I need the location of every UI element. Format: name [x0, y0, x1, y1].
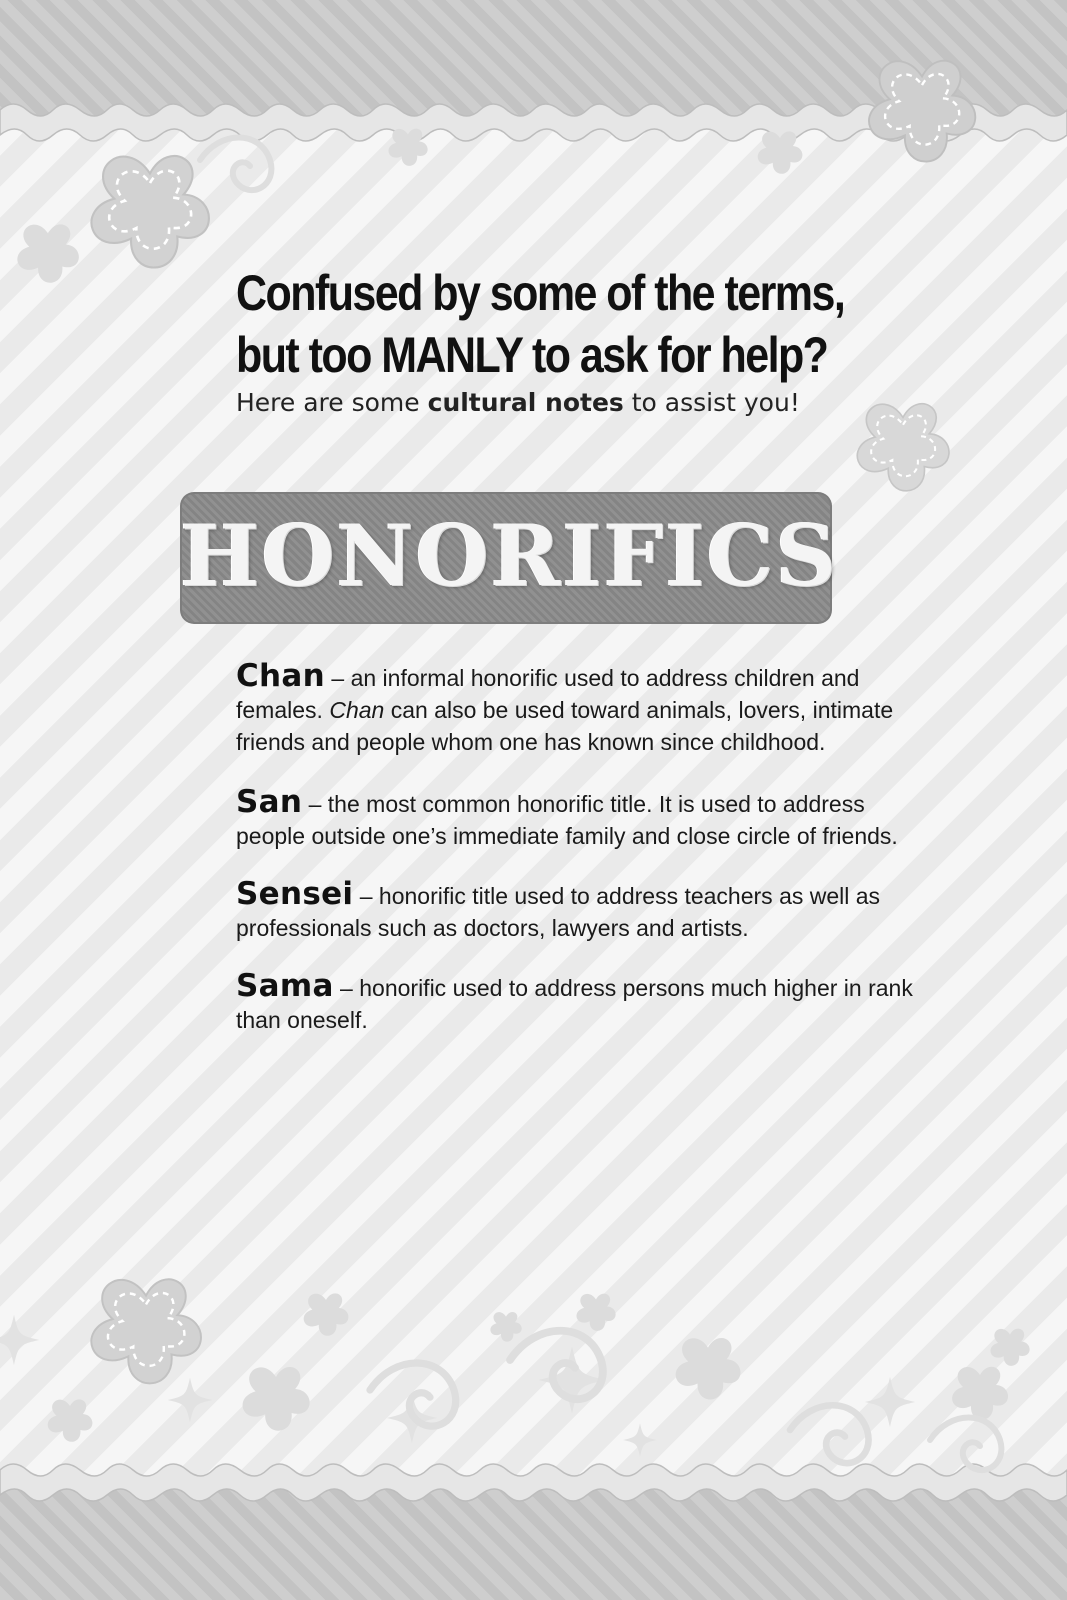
glossary-term: Sensei	[236, 876, 354, 912]
glossary-definition: – the most common honorific title. It is used to address people outside one’s immediate family and close circle of friends.	[236, 791, 898, 849]
page-subheadline	[236, 388, 800, 417]
glossary-entry-sensei	[236, 878, 916, 944]
subheadline-text-after: to assist you!	[623, 388, 800, 417]
glossary-definition-italic-term: Chan	[329, 697, 385, 723]
headline-line-2: but too MANLY to ask for help?	[236, 327, 828, 383]
glossary-entry-sama	[236, 970, 916, 1036]
honorifics-section-banner	[180, 492, 839, 624]
glossary-entry-san	[236, 786, 916, 852]
glossary-entry-chan	[236, 660, 916, 758]
glossary-term: Chan	[236, 658, 326, 694]
glossary-term: San	[236, 784, 303, 820]
section-banner-title: HONORIFICS	[180, 506, 839, 605]
glossary-definition: – honorific title used to address teachers as well as professionals such as doctors, lawyers and artists.	[236, 883, 881, 941]
subheadline-text-before: Here are some	[236, 388, 428, 417]
glossary-definition: can also be used toward animals, lovers, intimate friends and people whom one has known since childhood.	[236, 697, 894, 755]
page-headline	[236, 262, 845, 386]
glossary-definition: – honorific used to address persons much higher in rank than oneself.	[236, 975, 913, 1033]
headline-line-1: Confused by some of the terms,	[236, 265, 845, 321]
subheadline-bold-text: cultural notes	[427, 388, 624, 417]
glossary-definition: – an informal honorific used to address children and females.	[236, 665, 860, 723]
glossary-term: Sama	[236, 968, 334, 1004]
